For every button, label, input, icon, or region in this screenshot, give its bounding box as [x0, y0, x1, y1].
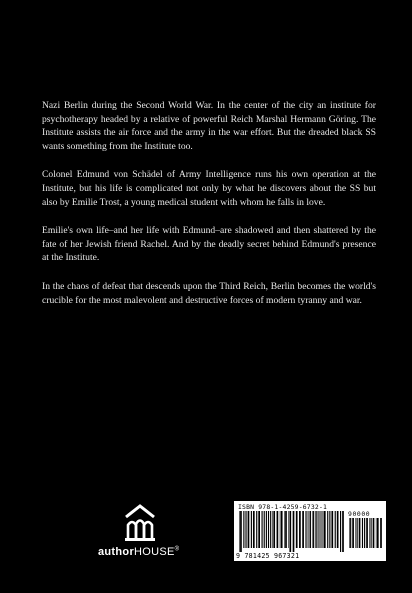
barcode-bar	[299, 511, 301, 548]
barcode-bar	[324, 511, 326, 548]
barcode-bar	[268, 511, 269, 548]
barcode-bar	[376, 518, 377, 548]
blurb-paragraph-2: Colonel Edmund von Schädel of Army Intelligence runs his own operation at the Institute, but his life is complicated not only by what he discovers about the SS but also by Emilie Trost, a young medical student with whom he falls in love.	[42, 169, 376, 208]
barcode-bar	[296, 511, 298, 548]
barcode-bar	[248, 511, 250, 548]
barcode-bar	[373, 518, 375, 548]
barcode-bar	[280, 511, 281, 548]
barcode-bar	[313, 511, 314, 548]
barcode-bar	[256, 511, 257, 548]
barcode-bar	[359, 518, 361, 548]
barcode-bar	[293, 511, 295, 552]
barcode-bar	[320, 511, 321, 548]
barcode-bar	[281, 511, 283, 548]
barcode-bar	[266, 511, 267, 548]
barcode-bar	[315, 511, 316, 548]
barcode-bar	[316, 511, 317, 548]
ean-barcode-bars	[238, 511, 344, 552]
publisher-logo	[96, 504, 206, 564]
barcode-bar	[240, 511, 242, 552]
barcode-bar	[364, 518, 365, 548]
barcode-bar	[270, 511, 271, 548]
barcode-bar	[380, 518, 382, 548]
authorhouse-house-icon	[123, 504, 157, 542]
barcode-bar	[362, 518, 363, 548]
barcode-bar	[335, 511, 336, 548]
barcode-bar	[305, 511, 306, 548]
barcode-bar	[342, 511, 344, 552]
barcode-bar	[377, 518, 379, 548]
barcode-bar	[323, 511, 324, 548]
blurb-paragraph-3: Emilie's own life–and her life with Edmund–are shadowed and then shattered by the fate of her Jewish friend Rachel. And by the deadly secret behind Edmund's presence at the Institute.	[42, 225, 376, 264]
barcode-bar	[329, 511, 330, 548]
isbn-label: ISBN 978-1-4259-6732-1	[238, 503, 328, 511]
barcode-bar	[262, 511, 263, 548]
barcode-bar	[371, 518, 372, 548]
barcode-bar	[310, 511, 311, 548]
barcode-bar	[251, 511, 252, 548]
barcode-bar	[272, 511, 273, 548]
barcode-bar	[340, 511, 341, 552]
ean-digits: 9 781425 967321	[236, 552, 300, 560]
barcode-bar	[302, 511, 304, 548]
barcode-bar	[258, 511, 260, 548]
barcode-bar	[369, 518, 370, 548]
blurb-paragraph-1: Nazi Berlin during the Second World War. In the center of the city an institute for psychotherapy headed by a relative of powerful Reich Marshal Hermann Göring. The Institute assists the air force and the army in the war effort. But the dreaded black SS wants something from the Institute too.	[42, 100, 376, 152]
barcode	[234, 501, 386, 561]
barcode-bar	[253, 511, 255, 548]
blurb-paragraph-4: In the chaos of defeat that descends upon the Third Reich, Berlin becomes the world's crucible for the most malevolent and destructive forces of modern tyranny and war.	[42, 280, 376, 306]
barcode-bar	[264, 511, 265, 548]
barcode-bar	[273, 511, 275, 548]
barcode-bar	[337, 511, 339, 548]
barcode-bar	[285, 511, 287, 548]
barcode-bar	[350, 518, 351, 548]
publisher-name: authorHOUSE®	[98, 546, 180, 558]
barcode-bar	[239, 511, 240, 552]
barcode-bar	[355, 518, 356, 548]
barcode-bar	[309, 511, 310, 548]
barcode-bar	[308, 511, 309, 548]
barcode-bar	[245, 511, 246, 548]
barcode-bar	[352, 518, 354, 548]
barcode-bar	[312, 511, 313, 548]
barcode-bar	[357, 518, 358, 548]
barcode-bar	[288, 511, 289, 548]
barcode-bar	[284, 511, 285, 548]
price-addon-bars	[348, 518, 382, 552]
barcode-bar	[331, 511, 333, 548]
barcode-bar	[318, 511, 319, 548]
blurb-text	[42, 99, 376, 322]
barcode-bar	[289, 511, 291, 552]
price-addon-digits: 90000	[348, 510, 371, 518]
barcode-bar	[366, 518, 368, 548]
barcode-bar	[322, 511, 323, 548]
barcode-bar	[277, 511, 279, 548]
barcode-bar	[321, 511, 322, 548]
barcode-bar	[327, 511, 328, 548]
barcode-bar	[349, 518, 350, 548]
barcode-bar	[243, 511, 244, 548]
